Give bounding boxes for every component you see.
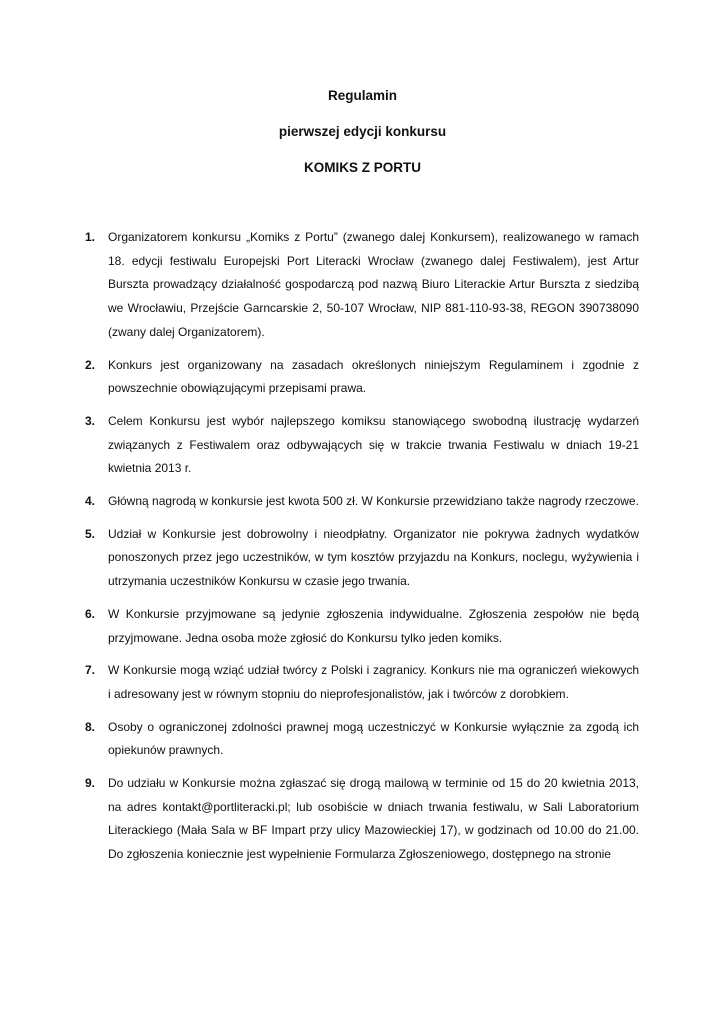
item-text: Udział w Konkursie jest dobrowolny i nieodpłatny. Organizator nie pokrywa żadnych wydatków ponoszonych przez jego uczestników, w tym kosztów przyjazdu na Konkurs, noclegu, wyżywienia i utrzymania uczestników Konkursu w czasie jego trwania. <box>108 526 639 589</box>
item-text: Osoby o ograniczonej zdolności prawnej mogą uczestniczyć w Konkursie wyłącznie za zgodą ich opiekunów prawnych. <box>108 719 639 758</box>
regulation-item-4 <box>85 490 639 514</box>
regulation-item-7 <box>85 659 639 706</box>
item-text: Organizatorem konkursu „Komiks z Portu” (zwanego dalej Konkursem), realizowanego w ramach 18. edycji festiwalu Europejski Port Literacki Wrocław (zwanego dalej Festiwalem), jest Artur Bursztа prowadzący działalność gospodarczą pod nazwą Biuro Literackie Artur Bursztа z siedzibą we Wrocławiu, Przejście Garncarskie 2, 50-107 Wrocław, NIP 881-110-93-38, REGON 390738090 (zwany dalej Organizatorem). <box>108 230 639 339</box>
regulation-item-1 <box>85 226 639 345</box>
regulation-item-8 <box>85 716 639 763</box>
document-subtitle: pierwszej edycji konkursu <box>278 124 447 139</box>
item-number: 1. <box>85 230 96 244</box>
item-number: 5. <box>85 526 96 541</box>
item-number: 6. <box>85 606 96 621</box>
item-text: Główną nagrodą w konkursie jest kwota 500 zł. W Konkursie przewidziano także nagrody rzeczowe. <box>108 494 639 509</box>
contest-name: KOMIKS Z PORTU <box>304 160 421 175</box>
regulation-item-5 <box>85 523 639 594</box>
document-title: Regulamin <box>327 88 397 103</box>
item-text: Celem Konkursu jest wybór najlepszego komiksu stanowiącego swobodną ilustrację wydarzeń związanych z Festiwalem oraz odbywających się w trakcie trwania Festiwalu w dniach 19-21 kwietnia 2013 r. <box>108 413 639 476</box>
item-number: 8. <box>85 719 96 734</box>
item-text: Do udziału w Konkursie można zgłaszać się drogą mailową w terminie od 15 do 20 kwietnia 2013, na adres kontakt@portliteracki.pl; lub osobiście w dniach trwania festiwalu, w Sali Laboratorium Literackiego (Mała Sala w BF Impart przy ulicy Mazowieckiej 17), w godzinach od 10.00 do 21.00. Do zgłoszenia koniecznie jest wypełnienie Formularza Zgłoszeniowego, dostępnego na stronie <box>108 776 639 862</box>
item-text: Konkurs jest organizowany na zasadach określonych niniejszym Regulaminem i zgodnie z powszechnie obowiązującymi przepisami prawa. <box>108 357 639 396</box>
item-number: 3. <box>85 413 96 428</box>
item-number: 2. <box>85 357 96 372</box>
regulation-item-2 <box>85 354 639 401</box>
item-number: 4. <box>85 494 96 509</box>
document-header <box>0 87 725 177</box>
item-text: W Konkursie mogą wziąć udział twórcy z Polski i zagranicy. Konkurs nie ma ograniczeń wiekowych i adresowany jest w równym stopniu do nieprofesjonalistów, jak i twórców z dorobkiem. <box>108 663 639 701</box>
regulation-item-3 <box>85 410 639 481</box>
item-number: 7. <box>85 663 96 678</box>
item-number: 9. <box>85 776 96 791</box>
regulation-item-6 <box>85 603 639 650</box>
regulation-item-9 <box>85 772 639 867</box>
item-text: W Konkursie przyjmowane są jedynie zgłoszenia indywidualne. Zgłoszenia zespołów nie będą przyjmowane. Jedna osoba może zgłosić do Konkursu tylko jeden komiks. <box>108 606 639 645</box>
regulation-list <box>85 226 639 876</box>
